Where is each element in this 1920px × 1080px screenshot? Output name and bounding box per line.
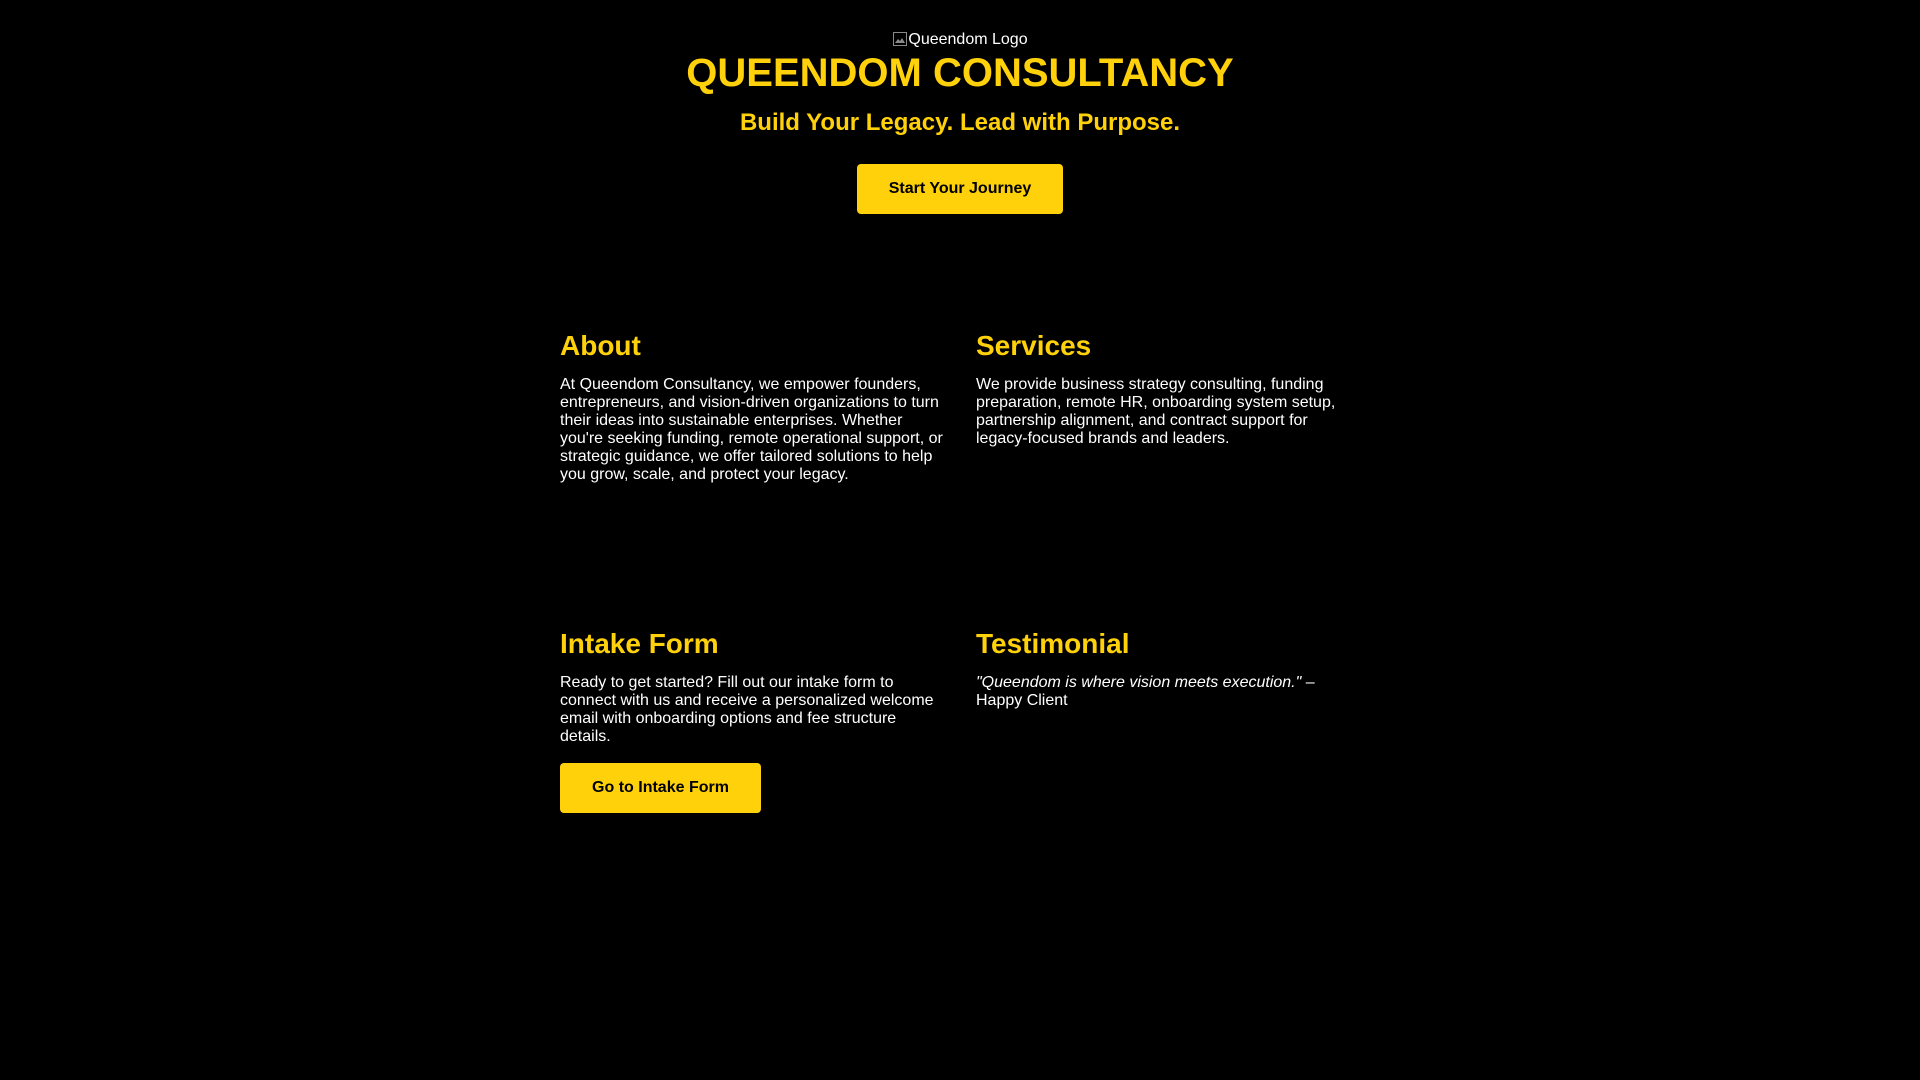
content-grid bbox=[560, 328, 1360, 924]
intake-heading: Intake Form bbox=[560, 628, 719, 659]
intake-text: Ready to get started? Fill out our intake form to connect with us and receive a personalized welcome email with onboarding options and fee structure details. bbox=[560, 674, 934, 745]
intake-section bbox=[560, 626, 944, 924]
about-heading: About bbox=[560, 330, 641, 361]
testimonial-attribution: – Happy Client bbox=[976, 674, 1315, 709]
about-text: At Queendom Consultancy, we empower founders, entrepreneurs, and vision-driven organizations to turn their ideas into sustainable enterprises. Whether you're seeking funding, remote operational support, or strategic guidance, we offer tailored solutions to help you grow, scale, and protect your legacy. bbox=[560, 376, 943, 483]
services-section bbox=[976, 328, 1360, 626]
about-section bbox=[560, 328, 944, 626]
testimonial-heading: Testimonial bbox=[976, 628, 1130, 659]
testimonial-quote: "Queendom is where vision meets execution." bbox=[976, 674, 1302, 691]
tagline: Build Your Legacy. Lead with Purpose. bbox=[739, 109, 1181, 136]
logo bbox=[892, 30, 1027, 50]
intake-form-button[interactable]: Go to Intake Form bbox=[560, 763, 761, 813]
brand-title: QUEENDOM CONSULTANCY bbox=[686, 51, 1234, 95]
services-heading: Services bbox=[976, 330, 1092, 361]
testimonial-section bbox=[976, 626, 1360, 924]
hero-header bbox=[0, 0, 1920, 214]
testimonial-text bbox=[976, 674, 1360, 710]
broken-image-icon bbox=[892, 31, 908, 47]
logo-alt-text: Queendom Logo bbox=[908, 31, 1028, 48]
start-journey-button[interactable]: Start Your Journey bbox=[857, 164, 1063, 214]
services-text: We provide business strategy consulting, funding preparation, remote HR, onboarding system setup, partnership alignment, and contract support for legacy-focused brands and leaders. bbox=[976, 376, 1336, 447]
